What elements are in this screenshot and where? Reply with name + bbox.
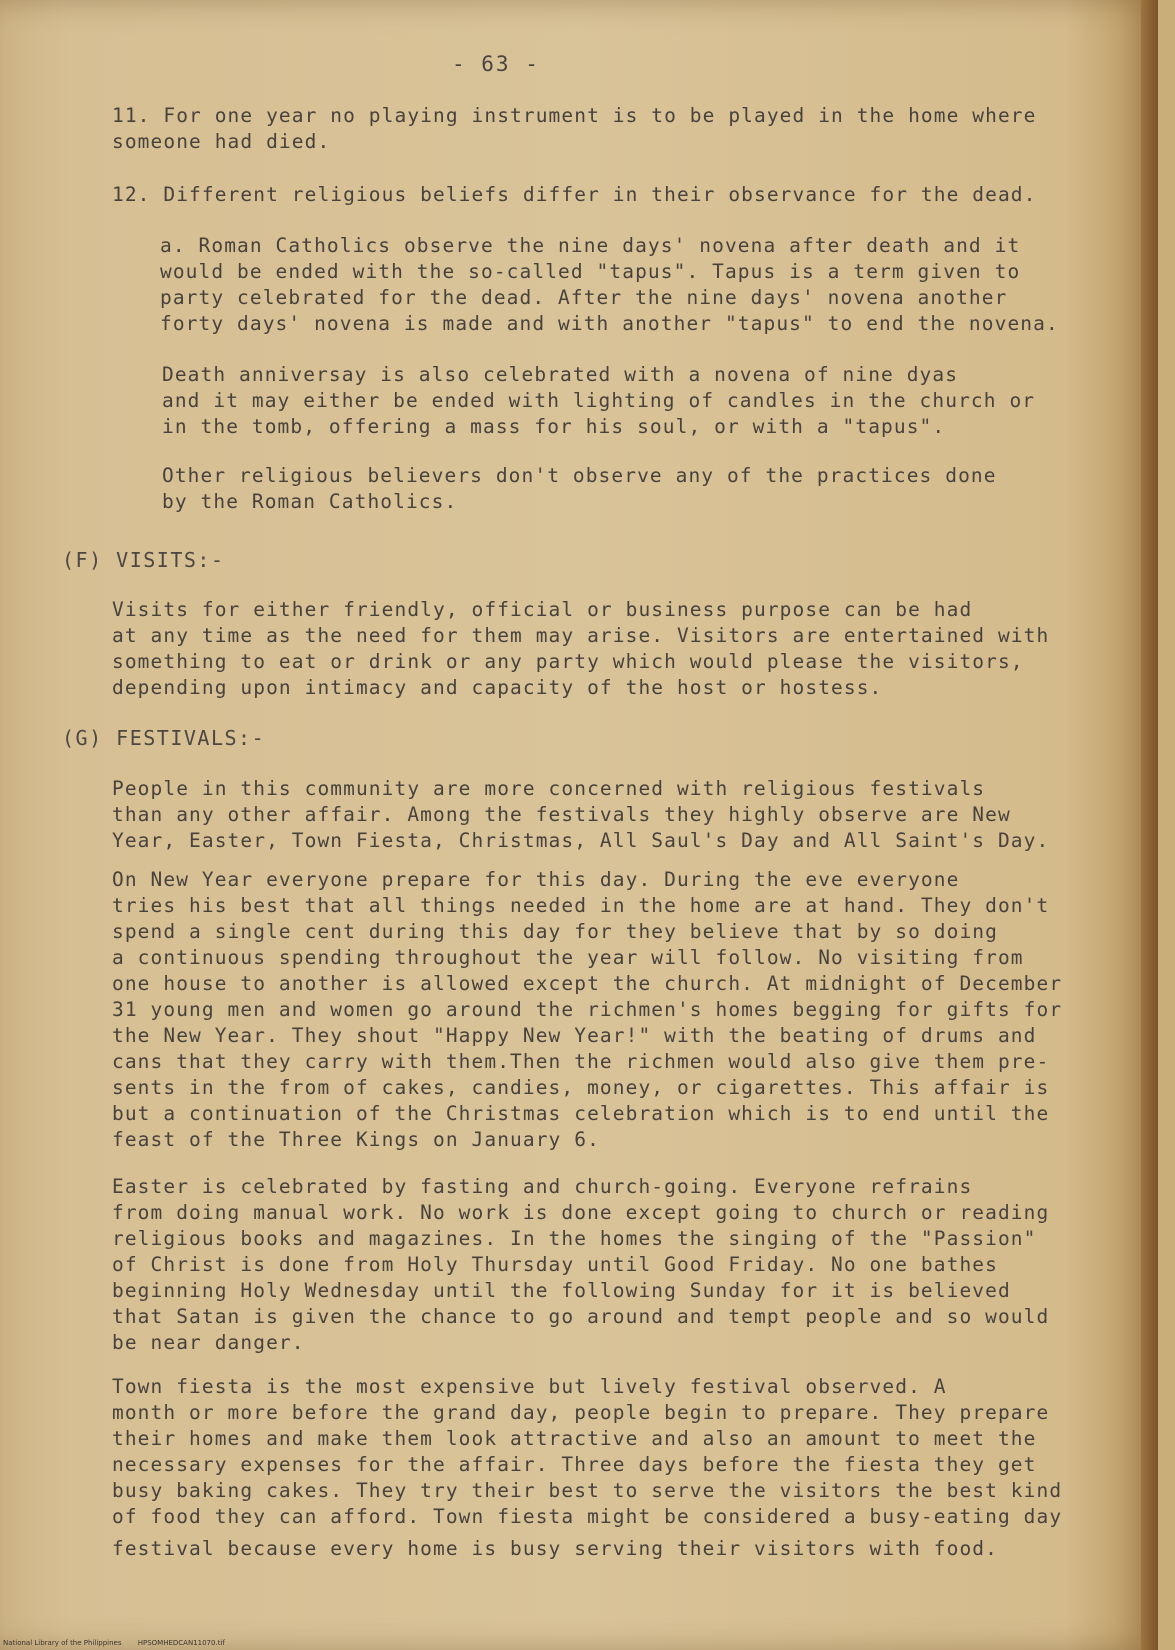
text-line: necessary expenses for the affair. Three days before the fiesta they get [112, 1453, 1037, 1476]
section-heading-visits: (F) VISITS:- [62, 548, 225, 572]
text-line: busy baking cakes. They try their best to serve the visitors the best kind [112, 1479, 1063, 1502]
text-line: Death anniversay is also celebrated with a novena of nine dyas [162, 363, 959, 386]
text-line: than any other affair. Among the festivals they highly observe are New [112, 803, 1011, 826]
scan-footer [3, 1639, 225, 1647]
text-line: by the Roman Catholics. [162, 490, 458, 513]
text-line: People in this community are more concerned with religious festivals [112, 777, 986, 800]
text-line: religious books and magazines. In the homes the singing of the "Passion" [112, 1227, 1037, 1250]
text-line: sents in the from of cakes, candies, money, or cigarettes. This affair is [112, 1076, 1050, 1099]
footer-library: National Library of the Philippines [3, 1639, 122, 1647]
text-line: of Christ is done from Holy Thursday until Good Friday. No one bathes [112, 1253, 998, 1276]
footer-file: HPSOMHEDCAN11070.tif [137, 1639, 225, 1647]
page-number: - 63 - [452, 52, 540, 76]
text-line: and it may either be ended with lighting of candles in the church or [162, 389, 1036, 412]
text-line: Year, Easter, Town Fiesta, Christmas, All Saul's Day and All Saint's Day. [112, 829, 1050, 852]
text-line: one house to another is allowed except the church. At midnight of December [112, 972, 1063, 995]
text-line: month or more before the grand day, people begin to prepare. They prepare [112, 1401, 1050, 1424]
text-line: at any time as the need for them may arise. Visitors are entertained with [112, 624, 1050, 647]
text-line: from doing manual work. No work is done except going to church or reading [112, 1201, 1050, 1224]
text-line: tries his best that all things needed in the home are at hand. They don't [112, 894, 1050, 917]
text-line: Town fiesta is the most expensive but lively festival observed. A [112, 1375, 947, 1398]
text-line: party celebrated for the dead. After the nine days' novena another [160, 286, 1008, 309]
text-line: the New Year. They shout "Happy New Year!" with the beating of drums and [112, 1024, 1037, 1047]
text-line: beginning Holy Wednesday until the following Sunday for it is believed [112, 1279, 1011, 1302]
text-line: Visits for either friendly, official or business purpose can be had [112, 598, 973, 621]
page-edge [1141, 0, 1158, 1650]
text-line: that Satan is given the chance to go around and tempt people and so would [112, 1305, 1050, 1328]
text-line: a. Roman Catholics observe the nine days' novena after death and it [160, 234, 1021, 257]
text-line: forty days' novena is made and with another "tapus" to end the novena. [160, 312, 1059, 335]
text-line: festival because every home is busy serving their visitors with food. [112, 1537, 998, 1560]
text-line: 11. For one year no playing instrument is to be played in the home where [112, 104, 1037, 127]
text-line: 12. Different religious beliefs differ in their observance for the dead. [112, 183, 1037, 206]
text-line: Easter is celebrated by fasting and church-going. Everyone refrains [112, 1175, 973, 1198]
text-line: Other religious believers don't observe any of the practices done [162, 464, 997, 487]
text-line: spend a single cent during this day for they believe that by so doing [112, 920, 998, 943]
section-heading-festivals: (G) FESTIVALS:- [62, 726, 266, 750]
text-line: On New Year everyone prepare for this day. During the eve everyone [112, 868, 960, 891]
text-line: a continuous spending throughout the year will follow. No visiting from [112, 946, 1024, 969]
text-line: would be ended with the so-called "tapus". Tapus is a term given to [160, 260, 1021, 283]
text-line: 31 young men and women go around the richmen's homes begging for gifts for [112, 998, 1063, 1021]
text-line: feast of the Three Kings on January 6. [112, 1128, 600, 1151]
text-line: in the tomb, offering a mass for his soul, or with a "tapus". [162, 415, 946, 438]
text-line: depending upon intimacy and capacity of the host or hostess. [112, 676, 883, 699]
text-line: cans that they carry with them.Then the richmen would also give them pre- [112, 1050, 1050, 1073]
text-line: something to eat or drink or any party which would please the visitors, [112, 650, 1024, 673]
text-line: of food they can afford. Town fiesta might be considered a busy-eating day [112, 1505, 1063, 1528]
text-line: be near danger. [112, 1331, 305, 1354]
text-line: their homes and make them look attractive and also an amount to meet the [112, 1427, 1037, 1450]
text-line: but a continuation of the Christmas celebration which is to end until the [112, 1102, 1050, 1125]
text-line: someone had died. [112, 130, 331, 153]
